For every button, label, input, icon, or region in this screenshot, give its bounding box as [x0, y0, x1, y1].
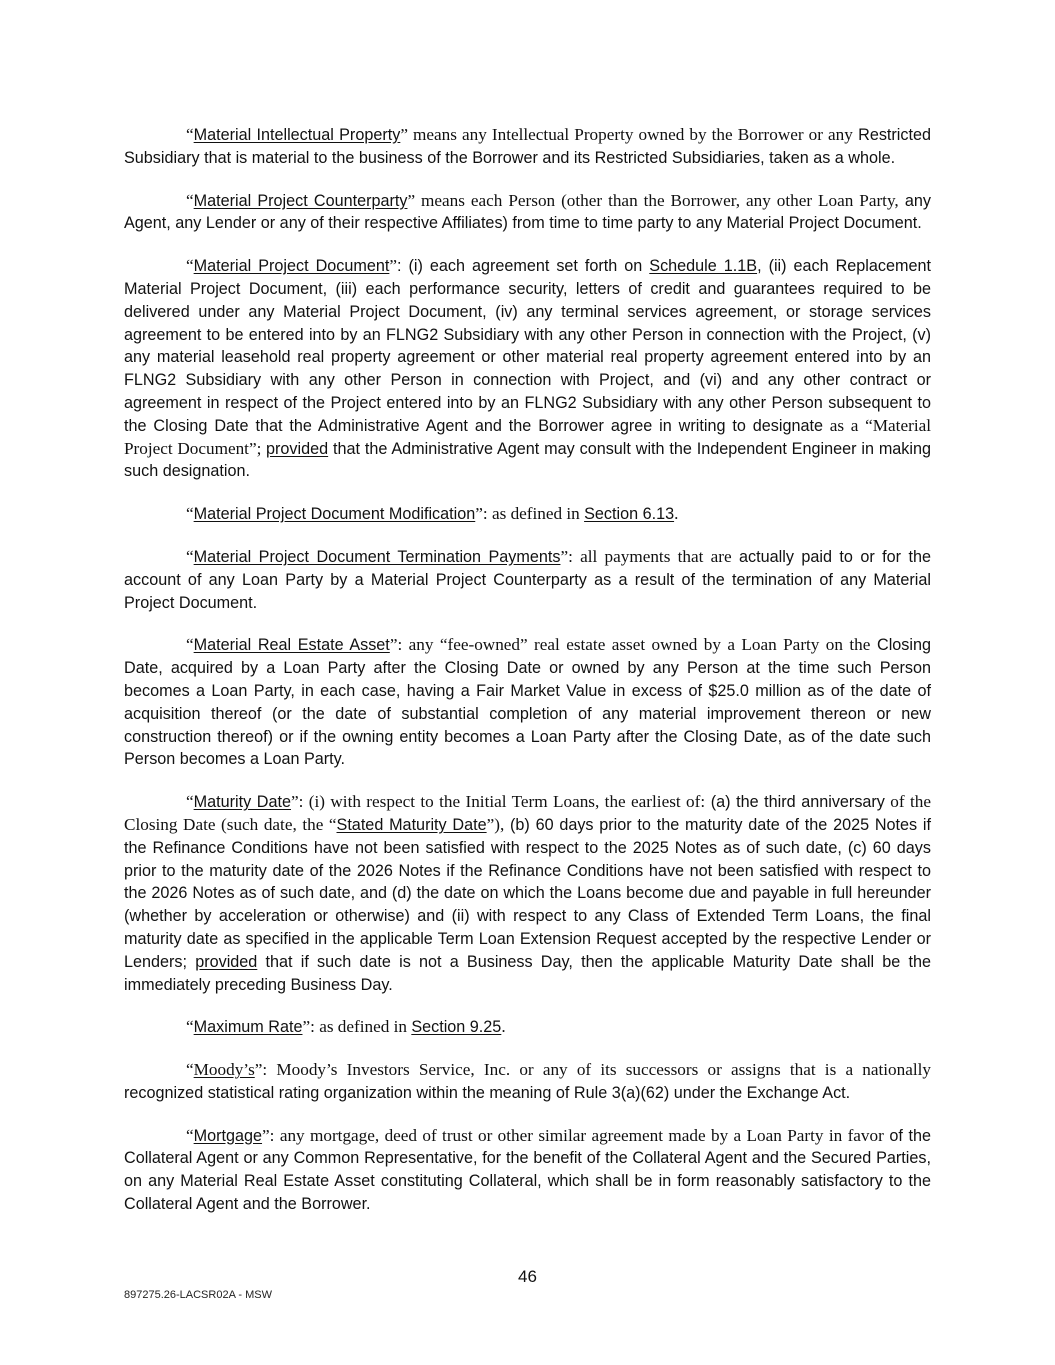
definition-text: any Agent, any Lender or any of their respective Affiliates) from time to time party to any Material Project Document.	[124, 191, 931, 233]
close-quote: ”	[262, 1125, 270, 1145]
definition-material-project-document-termination-payments	[124, 546, 931, 614]
open-quote: “	[186, 190, 194, 210]
definition-material-real-estate-asset	[124, 634, 931, 771]
defined-term: Material Project Counterparty	[193, 191, 408, 210]
defined-term: Material Project Document	[193, 257, 390, 276]
definition-text: : (i) each agreement set forth on	[397, 257, 650, 276]
definition-maturity-date	[124, 791, 931, 996]
definition-text-serif: : Moody’s Investors Service, Inc. or any of its successors or assigns that is a nationally	[262, 1060, 931, 1080]
definition-mortgage	[124, 1125, 931, 1216]
defined-term: Material Real Estate Asset	[193, 636, 390, 655]
close-quote: ”	[389, 635, 398, 655]
definition-text: of the Collateral Agent or any Common Representative, for the benefit of the Collateral Agent and the Secured Parties, on any Material Real Estate Asset constituting Collateral, which shall be in form reasonably satisfactory to the Collateral Agent and the Borrower.	[124, 1126, 931, 1214]
defined-term: Mortgage	[193, 1126, 263, 1145]
close-quote: ”	[560, 546, 569, 566]
defined-term: Material Intellectual Property	[193, 126, 401, 144]
definition-text-serif: .	[674, 504, 679, 524]
definition-text: Restricted Subsidiary that is material to the business of the Borrower and its Restricted Subsidiaries, taken as a whole.	[124, 126, 931, 167]
definition-text-serif: : as defined in	[310, 1017, 412, 1037]
close-quote: ”	[475, 504, 483, 524]
open-quote: “	[186, 1017, 194, 1037]
close-quote: ”	[389, 256, 397, 276]
defined-term: Maturity Date	[193, 793, 291, 812]
definition-moodys	[124, 1059, 931, 1105]
definition-maximum-rate	[124, 1016, 931, 1039]
proviso-keyword: provided	[266, 439, 329, 458]
open-quote: “	[186, 504, 194, 524]
schedule-reference: Schedule 1.1B	[649, 257, 758, 276]
definition-text: recognized statistical rating organization within the meaning of Rule 3(a)(62) under the Exchange Act.	[124, 1083, 851, 1102]
definition-text-serif: : any mortgage, deed of trust or other similar agreement made by a Loan Party in favor	[269, 1125, 884, 1145]
defined-term: Material Project Document Termination Payments	[193, 547, 561, 566]
defined-term: Maximum Rate	[193, 1018, 303, 1037]
open-quote: “	[186, 635, 194, 655]
open-quote: “	[186, 546, 194, 566]
definition-text-serif: : as defined in	[482, 504, 585, 524]
definition-text-serif: : (i) with respect to the Initial Term Loans, the earliest of:	[298, 792, 706, 812]
definition-text: , (ii) each Replacement Material Project Document, (iii) each performance security, letters of credit and guarantees required to be delivered under any Material Project Document, (iv) any terminal services agreement, or storage services agreement to be entered into by an FLNG2 Subsidiary with any other Person in connection with the Project, (v) any material leasehold real property agreement or other material real property agreement entered into by an FLNG2 Subsidiary with any other Person in connection with Project, and (vi) and any other contract or agreement in respect of the Project entered into by an FLNG2 Subsidiary with any other Person subsequent to the Closing Date that the Administrative Agent and the Borrower agree in writing to designate	[124, 257, 931, 435]
proviso-keyword: provided	[195, 952, 258, 971]
definition-material-intellectual-property	[124, 124, 931, 170]
definition-text-serif: of the Closing Date (such date, the “	[124, 792, 931, 834]
close-quote: ”	[290, 792, 299, 812]
document-page	[124, 124, 931, 1236]
definition-text-serif: : all payments that are	[568, 546, 732, 566]
definition-text-serif: means any Intellectual Property owned by the Borrower or any	[407, 125, 853, 144]
close-quote: ”	[400, 125, 408, 144]
section-reference: Section 6.13	[584, 505, 675, 524]
definition-text: (b) 60 days prior to the maturity date of the 2025 Notes if the Refinance Conditions have not been satisfied with respect to the 2025 Notes as of such date, (c) 60 days prior to the maturity date of the 2026 Notes if the Refinance Conditions have not been satisfied with respect to the 2026 Notes as of such date, and (d) the date on which the Loans become due and payable in full hereunder (whether by acceleration or otherwise) and (ii) with respect to any Class of Extended Term Loans, the final maturity date as specified in the applicable Term Loan Extension Request accepted by the respective Lender or Lenders;	[124, 815, 931, 971]
definition-text: actually paid to or for the account of any Loan Party by a Material Project Counterparty as a result of the termination of any Material Project Document.	[124, 547, 931, 612]
definition-text: that if such date is not a Business Day, then the applicable Maturity Date shall be the immediately preceding Business Day.	[124, 952, 931, 994]
document-id: 897275.26-LACSR02A - MSW	[124, 1289, 272, 1301]
definition-text-serif: .	[501, 1017, 506, 1037]
open-quote: “	[186, 1125, 194, 1145]
definition-text: Closing Date, acquired by a Loan Party after the Closing Date or owned by any Person at the time such Person becomes a Loan Party, in each case, having a Fair Market Value in excess of $25.0 million as of the date of acquisition thereof (or the date of substantial completion of any material improvement thereon or new construction thereof) or if the owning entity becomes a Loan Party after the Closing Date, as of the date such Person becomes a Loan Party.	[124, 636, 931, 769]
page-number: 46	[518, 1267, 537, 1286]
definition-material-project-counterparty	[124, 190, 931, 236]
open-quote: “	[186, 1060, 194, 1080]
close-quote: ”	[254, 1060, 263, 1080]
close-quote: ”	[407, 190, 416, 210]
definition-text-serif: as a “Material Project Document”;	[124, 415, 931, 458]
definition-text: that the Administrative Agent may consult with the Independent Engineer in making such designation.	[124, 439, 931, 481]
definition-text-serif: : any “fee-owned” real estate asset owned by a Loan Party on the	[397, 635, 871, 655]
open-quote: “	[186, 792, 194, 812]
definition-material-project-document-modification	[124, 503, 931, 526]
inner-defined-term: Stated Maturity Date	[336, 815, 487, 834]
open-quote: “	[186, 256, 194, 276]
section-reference: Section 9.25	[411, 1018, 502, 1037]
defined-term: Moody’s	[193, 1060, 255, 1080]
defined-term: Material Project Document Modification	[193, 505, 476, 524]
definition-text: (a) the third anniversary	[705, 793, 885, 812]
definition-text-serif: means each Person (other than the Borrower, any other Loan Party,	[415, 190, 899, 210]
close-quote: ”	[302, 1017, 311, 1037]
definition-text-serif: ”),	[486, 814, 505, 834]
definition-material-project-document	[124, 255, 931, 483]
open-quote: “	[186, 125, 194, 144]
